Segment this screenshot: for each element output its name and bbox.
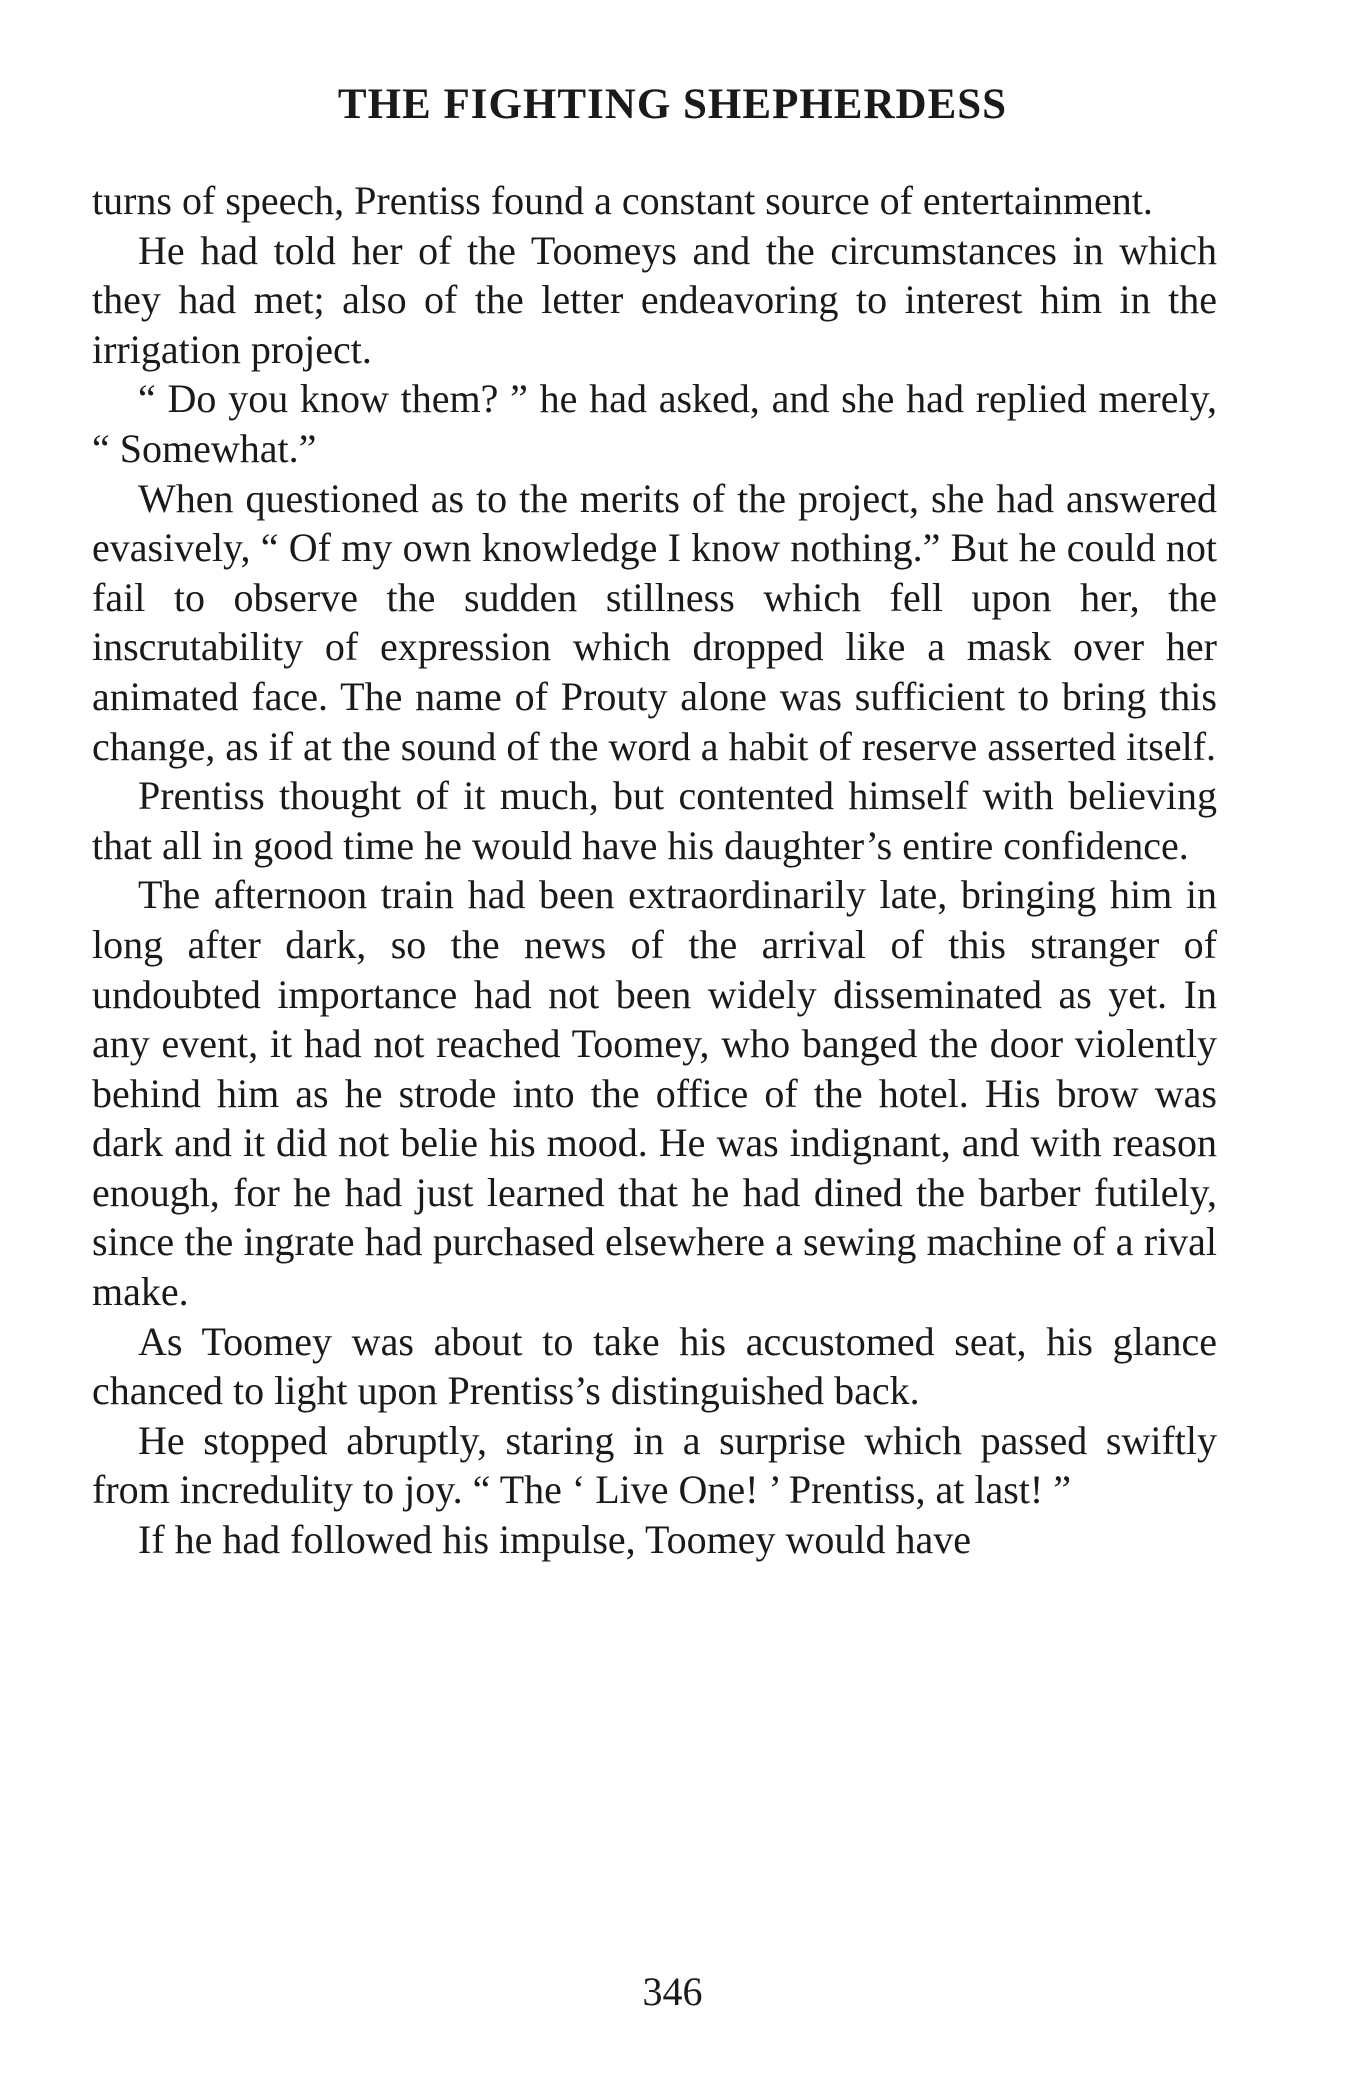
- paragraph-continued: turns of speech, Prentiss found a constant source of entertainment.: [92, 178, 1153, 223]
- paragraph: Prentiss thought of it much, but contented himself with believing that all in good time he would have his daughter’s entire confidence.: [92, 773, 1217, 868]
- paragraph: When questioned as to the merits of the project, she had answered evasively, “ Of my own knowledge I know nothing.” But he could not fail to observe the sudden stillness which fell upon her, the inscrutability of expression which dropped like a mask over her animated face. The name of Prouty alone was sufficient to bring this change, as if at the sound of the word a habit of reserve asserted itself.: [92, 475, 1217, 769]
- page-number: 346: [642, 1969, 703, 2014]
- body-text: [92, 176, 1217, 1565]
- paragraph: The afternoon train had been extraordinarily late, bringing him in long after dark, so the news of the arrival of this stranger of undoubted importance had not been widely disseminated as yet. In any event, it had not reached Toomey, who banged the door violently behind him as he strode into the office of the hotel. His brow was dark and it did not belie his mood. He was indignant, and with reason enough, for he had just learned that he had dined the barber futilely, since the ingrate had purchased elsewhere a sewing machine of a rival make.: [92, 872, 1217, 1315]
- paragraph: If he had followed his impulse, Toomey would have: [138, 1517, 971, 1563]
- paragraph: He had told her of the Toomeys and the circumstances in which they had met; also of the letter endeavoring to interest him in the irrigation project.: [92, 227, 1217, 372]
- paragraph: “ Do you know them? ” he had asked, and she had replied merely, “ Somewhat.”: [92, 376, 1217, 471]
- paragraph: As Toomey was about to take his accustomed seat, his glance chanced to light upon Prentiss’s distinguished back.: [92, 1318, 1217, 1414]
- running-title: THE FIGHTING SHEPHERDESS: [337, 81, 1008, 128]
- paragraph: He stopped abruptly, staring in a surprise which passed swiftly from incredulity to joy. “ The ‘ Live One! ’ Prentiss, at last! ”: [92, 1417, 1217, 1513]
